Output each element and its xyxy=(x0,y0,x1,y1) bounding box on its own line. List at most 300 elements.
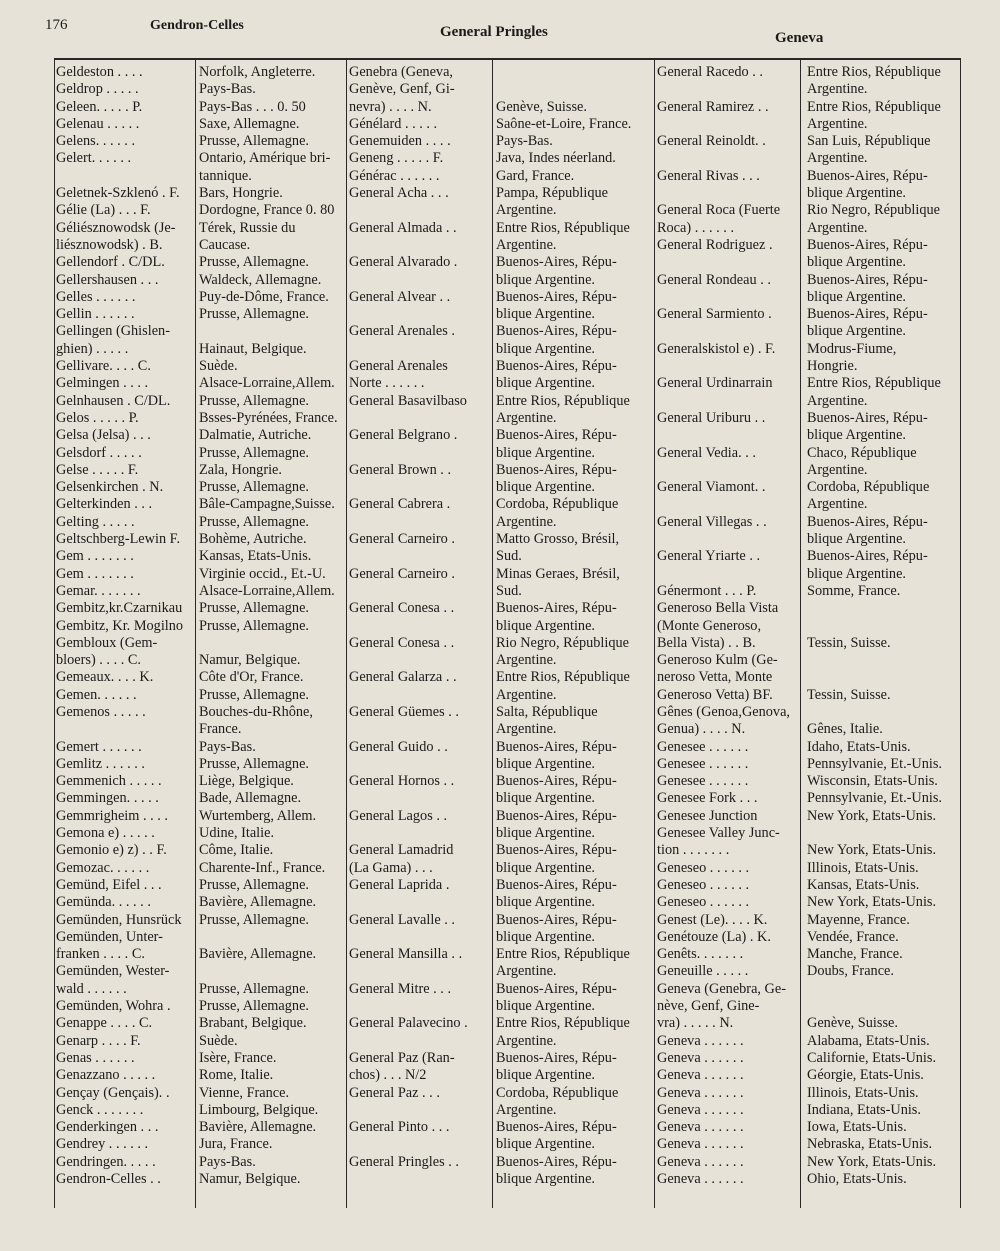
gazetteer-entry xyxy=(657,64,960,99)
place-name: Geneseo . . . . . . xyxy=(657,859,750,876)
place-name: Gemmenich . . . . . xyxy=(56,773,162,790)
place-location: Pampa, République Argentine. xyxy=(496,185,608,219)
place-name: Genesee Junction xyxy=(657,807,758,824)
place-name: General Conesa . . xyxy=(349,634,455,651)
place-location: Prusse, Allemagne. xyxy=(199,911,309,928)
gazetteer-entry xyxy=(657,946,960,963)
gazetteer-entry xyxy=(349,635,654,670)
place-name: Gemünda. . . . . . xyxy=(56,894,151,911)
gazetteer-entry xyxy=(56,1119,346,1136)
place-name: Gendrey . . . . . . xyxy=(56,1136,149,1153)
place-name: Genazzano . . . . . xyxy=(56,1067,156,1084)
place-name: Geneva . . . . . . xyxy=(657,1153,744,1170)
gazetteer-entry xyxy=(657,860,960,877)
place-name: Gemmingen. . . . . xyxy=(56,790,159,807)
gazetteer-entry xyxy=(657,825,960,860)
place-location: Buenos-Aires, Répu- blique Argentine. xyxy=(496,1049,617,1084)
place-name: Gem . . . . . . . xyxy=(56,565,134,582)
place-location: Minas Geraes, Brésil, Sud. xyxy=(496,565,620,599)
place-location: Norfolk, Angleterre. xyxy=(199,64,316,80)
gazetteer-entry xyxy=(349,877,654,912)
place-name: General Brown . . xyxy=(349,461,452,478)
place-location: Buenos-Aires, Répu- blique Argentine. xyxy=(496,1153,617,1187)
gazetteer-entry xyxy=(56,687,346,704)
gazetteer-entry xyxy=(349,168,654,185)
place-location: Iowa, Etats-Unis. xyxy=(807,1119,907,1136)
place-location: Mayenne, France. xyxy=(807,911,910,928)
place-location: Pays-Bas . . . 0. 50 xyxy=(199,98,306,115)
place-name: Gelnhausen . C/DL. xyxy=(56,392,171,409)
place-name: Gemeaux. . . . K. xyxy=(56,669,154,686)
place-location: Buenos-Aires, Répu- blique Argentine. xyxy=(807,167,928,202)
place-name: General Uriburu . . xyxy=(657,409,766,426)
place-location: Cordoba, République Argentine. xyxy=(496,496,619,530)
place-location: Jura, France. xyxy=(199,1136,273,1153)
gazetteer-entry xyxy=(657,912,960,929)
place-location: Illinois, Etats-Unis. xyxy=(807,1084,919,1101)
place-name: General Pinto . . . xyxy=(349,1119,450,1136)
place-name: General Lavalle . . xyxy=(349,911,455,928)
gazetteer-entry xyxy=(657,133,960,168)
gazetteer-entry xyxy=(657,981,960,1033)
place-name: General Reinoldt. . xyxy=(657,133,766,150)
gazetteer-entry xyxy=(657,548,960,583)
place-name: General Ramirez . . xyxy=(657,98,769,115)
place-location: New York, Etats-Unis. xyxy=(807,1153,937,1170)
place-name: General Racedo . . xyxy=(657,64,763,80)
place-name: General Almada . . xyxy=(349,219,457,236)
gazetteer-entry xyxy=(657,877,960,894)
gazetteer-entry xyxy=(657,1033,960,1050)
place-name: Geneva . . . . . . xyxy=(657,1067,744,1084)
gazetteer-entry xyxy=(56,808,346,825)
place-location: Buenos-Aires, Répu- blique Argentine. xyxy=(496,807,617,842)
left-running-head: Gendron-Celles xyxy=(150,18,244,33)
gazetteer-entry xyxy=(56,1171,346,1188)
place-name: Gemona e) . . . . . xyxy=(56,825,155,842)
gazetteer-entry xyxy=(56,254,346,271)
place-location: Prusse, Allemagne. xyxy=(199,617,309,634)
place-name: General Galarza . . xyxy=(349,669,457,686)
place-name: Gelens. . . . . . xyxy=(56,133,136,150)
gazetteer-entry xyxy=(349,912,654,947)
place-name: Geltschberg-Lewin F. xyxy=(56,531,181,548)
gazetteer-entry xyxy=(349,531,654,566)
place-location: Udine, Italie. xyxy=(199,825,275,842)
place-name: Gelsenkirchen . N. xyxy=(56,479,164,496)
column-rule xyxy=(346,58,347,1208)
gazetteer-entry xyxy=(349,842,654,877)
place-name: Génélard . . . . . xyxy=(349,115,438,132)
place-name: Générac . . . . . . xyxy=(349,167,440,184)
place-name: Gelsa (Jelsa) . . . xyxy=(56,427,151,444)
gazetteer-entry xyxy=(657,583,960,600)
gazetteer-entry xyxy=(349,220,654,255)
place-name: General Basavilbaso xyxy=(349,392,467,409)
place-name: Generoso Bella Vista (Monte Generoso, Bella Vista) . . B. xyxy=(657,600,779,651)
gazetteer-entry xyxy=(56,393,346,410)
gazetteer-entry xyxy=(349,358,654,393)
gazetteer-entry xyxy=(56,99,346,116)
gazetteer-entry xyxy=(349,566,654,601)
gazetteer-entry xyxy=(56,635,346,670)
place-name: Genesee . . . . . . xyxy=(657,755,749,772)
gazetteer-entry xyxy=(56,81,346,98)
gazetteer-entry xyxy=(56,514,346,531)
place-location: Buenos-Aires, Répu- blique Argentine. xyxy=(496,461,617,496)
place-location: Ontario, Amérique bri- tannique. xyxy=(199,150,331,184)
place-name: Gemünd, Eifel . . . xyxy=(56,876,162,893)
gazetteer-entry xyxy=(657,808,960,825)
place-location: Vendée, France. xyxy=(807,928,899,945)
gazetteer-entry xyxy=(56,1102,346,1119)
place-name: General Villegas . . xyxy=(657,513,767,530)
place-name: Geneva . . . . . . xyxy=(657,1101,744,1118)
place-name: General Arenales Norte . . . . . . xyxy=(349,358,448,392)
right-running-head: Geneva xyxy=(775,30,824,46)
place-name: Geneuille . . . . . xyxy=(657,963,749,980)
place-name: Génermont . . . P. xyxy=(657,582,757,599)
place-name: Generalskistol e) . F. xyxy=(657,340,776,357)
gazetteer-entry xyxy=(349,496,654,531)
place-location: Prusse, Allemagne. xyxy=(199,755,309,772)
place-location: Dordogne, France 0. 80 xyxy=(199,202,335,219)
place-name: Geneva . . . . . . xyxy=(657,1136,744,1153)
place-name: Gellendorf . C/DL. xyxy=(56,254,165,271)
place-location: Genève, Suisse. xyxy=(807,1015,898,1032)
gazetteer-entry xyxy=(657,410,960,445)
place-name: Gênes (Genoa,Genova, Genua) . . . . N. xyxy=(657,703,790,738)
place-name: General Hornos . . xyxy=(349,773,455,790)
gazetteer-entry xyxy=(657,1102,960,1119)
place-location: Prusse, Allemagne. xyxy=(199,686,309,703)
place-name: Gemen. . . . . . xyxy=(56,686,137,703)
gazetteer-entry xyxy=(349,185,654,220)
gazetteer-entry xyxy=(657,202,960,237)
place-location: Modrus-Fiume, Hongrie. xyxy=(807,340,897,375)
header-rule xyxy=(54,58,960,60)
gazetteer-entry xyxy=(349,254,654,289)
gazetteer-entry xyxy=(349,600,654,635)
place-location: Prusse, Allemagne. xyxy=(199,980,309,997)
place-location: Buenos-Aires, Répu- blique Argentine. xyxy=(496,876,617,911)
place-name: Gelert. . . . . . xyxy=(56,150,132,167)
place-location: Namur, Belgique. xyxy=(199,1171,301,1187)
place-location: San Luis, République Argentine. xyxy=(807,133,931,167)
gazetteer-entry xyxy=(657,1085,960,1102)
place-location: Buenos-Aires, Répu- blique Argentine. xyxy=(496,600,617,634)
place-location: Entre Rios, République Argentine. xyxy=(807,64,941,98)
place-name: Gembitz,kr.Czarnikau xyxy=(56,600,183,617)
place-location: Buenos-Aires, Répu- blique Argentine. xyxy=(496,254,617,288)
place-name: Gemünden, Hunsrück xyxy=(56,911,182,928)
gazetteer-entry xyxy=(349,739,654,774)
gazetteer-entry xyxy=(56,531,346,548)
place-name: Gemlitz . . . . . . xyxy=(56,755,145,772)
place-location: Entre Rios, République Argentine. xyxy=(496,219,630,253)
place-name: Gellingen (Ghislen- ghien) . . . . . xyxy=(56,323,170,357)
gazetteer-entry xyxy=(349,1050,654,1085)
gazetteer-entry xyxy=(349,150,654,167)
gazetteer-entry xyxy=(56,583,346,600)
place-location: Brabant, Belgique. xyxy=(199,1015,307,1032)
place-location: Idaho, Etats-Unis. xyxy=(807,738,911,755)
gazetteer-entry xyxy=(56,825,346,842)
place-name: General Carneiro . xyxy=(349,531,455,548)
gazetteer-entry xyxy=(56,1136,346,1153)
gazetteer-entry xyxy=(56,669,346,686)
place-name: General Laprida . xyxy=(349,876,450,893)
gazetteer-entry xyxy=(657,375,960,410)
gazetteer-entry xyxy=(349,773,654,808)
place-name: General Pringles . . xyxy=(349,1153,459,1170)
gazetteer-entry xyxy=(657,963,960,980)
place-location: Buenos-Aires, Répu- blique Argentine. xyxy=(496,288,617,323)
place-location: Kansas, Etats-Unis. xyxy=(807,876,920,893)
gazetteer-entry xyxy=(56,894,346,911)
place-location: Alsace-Lorraine,Allem. xyxy=(199,375,335,392)
place-name: General Guido . . xyxy=(349,738,448,755)
place-name: Geneva . . . . . . xyxy=(657,1049,744,1066)
place-location: Indiana, Etats-Unis. xyxy=(807,1101,921,1118)
gazetteer-entry xyxy=(657,1119,960,1136)
gazetteer-entry xyxy=(56,566,346,583)
gazetteer-entry xyxy=(56,289,346,306)
place-name: Gelsdorf . . . . . xyxy=(56,444,142,461)
place-name: Gem . . . . . . . xyxy=(56,548,134,565)
place-name: Gelmingen . . . . xyxy=(56,375,149,392)
place-location: Pennsylvanie, Et.-Unis. xyxy=(807,790,943,807)
place-location: Zala, Hongrie. xyxy=(199,461,282,478)
gazetteer-entry xyxy=(56,358,346,375)
place-location: Entre Rios, République Argentine. xyxy=(807,98,941,132)
place-name: General Lamadrid (La Gama) . . . xyxy=(349,842,454,876)
center-running-head: General Pringles xyxy=(440,24,548,40)
place-name: Gemert . . . . . . xyxy=(56,738,142,755)
place-name: Gellivare. . . . C. xyxy=(56,358,151,375)
place-name: Geneseo . . . . . . xyxy=(657,894,750,911)
gazetteer-entry xyxy=(657,773,960,790)
gazetteer-entry xyxy=(56,739,346,756)
gazetteer-entry xyxy=(349,1119,654,1154)
gazetteer-entry xyxy=(349,1085,654,1120)
place-name: Genesee . . . . . . xyxy=(657,738,749,755)
place-location: Buenos-Aires, Répu- blique Argentine. xyxy=(496,323,617,357)
place-location: Prusse, Allemagne. xyxy=(199,254,309,271)
gazetteer-entry xyxy=(657,1050,960,1067)
gazetteer-entry xyxy=(56,496,346,513)
gazetteer-entry xyxy=(657,600,960,652)
gazetteer-entry xyxy=(56,860,346,877)
place-location: New York, Etats-Unis. xyxy=(807,842,937,859)
place-name: General Alvarado . xyxy=(349,254,458,271)
place-location: Gênes, Italie. xyxy=(807,721,883,738)
place-location: Matto Grosso, Brésil, Sud. xyxy=(496,531,620,565)
place-location: Dalmatie, Autriche. xyxy=(199,427,312,444)
column-rule xyxy=(654,58,655,1208)
place-location: Bâle-Campagne,Suisse. xyxy=(199,496,335,513)
entries-column-2 xyxy=(349,64,654,1188)
place-name: General Rodriguez . xyxy=(657,236,773,253)
gazetteer-entry xyxy=(657,514,960,549)
place-location: Buenos-Aires, Répu- blique Argentine. xyxy=(807,513,928,548)
place-name: Geneseo . . . . . . xyxy=(657,876,750,893)
place-location: Suède. xyxy=(199,358,238,375)
place-location: Entre Rios, République Argentine. xyxy=(807,375,941,409)
place-location: Illinois, Etats-Unis. xyxy=(807,859,919,876)
place-location: Pays-Bas. xyxy=(496,133,553,150)
gazetteer-entry xyxy=(56,877,346,894)
place-location: Ohio, Etats-Unis. xyxy=(807,1171,907,1187)
place-location: Pays-Bas. xyxy=(199,1153,256,1170)
place-name: General Carneiro . xyxy=(349,565,455,582)
place-name: General Urdinarrain xyxy=(657,375,773,392)
place-name: Gelse . . . . . F. xyxy=(56,461,139,478)
place-name: Gembitz, Kr. Mogilno xyxy=(56,617,184,634)
gazetteer-entry xyxy=(657,1136,960,1153)
place-location: Limbourg, Belgique. xyxy=(199,1101,319,1118)
gazetteer-entry xyxy=(349,462,654,497)
place-location: Côme, Italie. xyxy=(199,842,274,859)
gazetteer-entry xyxy=(56,185,346,202)
place-location: Manche, France. xyxy=(807,946,903,963)
place-location: Waldeck, Allemagne. xyxy=(199,271,322,288)
place-location: Prusse, Allemagne. xyxy=(199,306,309,323)
place-location: Tessin, Suisse. xyxy=(807,686,891,703)
place-name: Geldrop . . . . . xyxy=(56,81,139,98)
gazetteer-entry xyxy=(349,289,654,324)
place-name: Gellin . . . . . . xyxy=(56,306,135,323)
place-name: Gemonio e) z) . . F. xyxy=(56,842,167,859)
place-location: Hainaut, Belgique. xyxy=(199,340,307,357)
gazetteer-entry xyxy=(56,462,346,479)
gazetteer-entry xyxy=(56,479,346,496)
place-location: Buenos-Aires, Répu- blique Argentine. xyxy=(807,271,928,305)
gazetteer-entry xyxy=(657,756,960,773)
gazetteer-entry xyxy=(56,306,346,323)
gazetteer-entry xyxy=(349,1154,654,1189)
place-name: General Vedia. . . xyxy=(657,444,756,461)
gazetteer-entry xyxy=(657,272,960,307)
gazetteer-entry xyxy=(349,981,654,1016)
gazetteer-entry xyxy=(657,739,960,756)
gazetteer-entry xyxy=(56,600,346,617)
gazetteer-entry xyxy=(56,202,346,219)
place-location: Gard, France. xyxy=(496,167,575,184)
place-name: General Lagos . . xyxy=(349,807,448,824)
place-location: Alabama, Etats-Unis. xyxy=(807,1032,930,1049)
place-name: Genderkingen . . . xyxy=(56,1119,159,1136)
place-location: Buenos-Aires, Répu- blique Argentine. xyxy=(496,773,617,807)
entries-column-3 xyxy=(657,64,960,1188)
place-location: Kansas, Etats-Unis. xyxy=(199,548,312,565)
gazetteer-entry xyxy=(56,116,346,133)
place-location: Buenos-Aires, Répu- blique Argentine. xyxy=(807,306,928,340)
place-name: Gélie (La) . . . F. xyxy=(56,202,151,219)
place-location: Pennsylvanie, Et.-Unis. xyxy=(807,755,943,772)
place-name: General Belgrano . xyxy=(349,427,458,444)
gazetteer-entry xyxy=(56,1085,346,1102)
place-name: General Arenales . xyxy=(349,323,455,340)
gazetteer-entry xyxy=(349,133,654,150)
place-name: Geneva . . . . . . xyxy=(657,1119,744,1136)
gazetteer-entry xyxy=(56,998,346,1015)
place-location: Buenos-Aires, Répu- blique Argentine. xyxy=(496,911,617,945)
place-name: Gemünden, Wester- wald . . . . . . xyxy=(56,963,170,997)
gazetteer-entry xyxy=(56,912,346,929)
place-name: Gelterkinden . . . xyxy=(56,496,153,513)
place-location: Virginie occid., Et.-U. xyxy=(199,565,326,582)
place-location: Prusse, Allemagne. xyxy=(199,998,309,1015)
place-name: Genappe . . . . C. xyxy=(56,1015,153,1032)
place-name: General Roca (Fuerte Roca) . . . . . . xyxy=(657,202,781,236)
place-name: General Güemes . . xyxy=(349,703,459,720)
place-name: Genesee Valley Junc- tion . . . . . . . xyxy=(657,825,780,859)
place-location: Entre Rios, République Argentine. xyxy=(496,946,630,980)
place-location: Cordoba, République Argentine. xyxy=(496,1084,619,1118)
gazetteer-entry xyxy=(56,272,346,289)
place-name: Gembloux (Gem- bloers) . . . . C. xyxy=(56,634,158,669)
place-name: Genêts. . . . . . . xyxy=(657,946,744,963)
place-name: Gemar. . . . . . . xyxy=(56,582,141,599)
gazetteer-entry xyxy=(56,1067,346,1084)
gazetteer-entry xyxy=(349,323,654,358)
page-number: 176 xyxy=(45,17,68,33)
place-location: Buenos-Aires, Répu- blique Argentine. xyxy=(496,1119,617,1153)
place-name: Gelos . . . . . P. xyxy=(56,409,139,426)
place-location: Prusse, Allemagne. xyxy=(199,600,309,617)
place-location: Saône-et-Loire, France. xyxy=(496,115,632,132)
gazetteer-entry xyxy=(657,894,960,911)
place-name: Genck . . . . . . . xyxy=(56,1101,144,1118)
gazetteer-entry xyxy=(56,220,346,255)
gazetteer-entry xyxy=(56,756,346,773)
column-rule xyxy=(54,58,55,1208)
gazetteer-entry xyxy=(56,445,346,462)
place-location: Buenos-Aires, Répu- blique Argentine. xyxy=(807,409,928,444)
gazetteer-entry xyxy=(56,410,346,427)
place-name: Gemozac. . . . . . xyxy=(56,859,150,876)
place-location: Cordoba, République Argentine. xyxy=(807,479,930,513)
gazetteer-entry xyxy=(56,323,346,358)
place-location: Wurtemberg, Allem. xyxy=(199,807,317,824)
gazetteer-entry xyxy=(657,704,960,739)
place-location: Bouches-du-Rhône, France. xyxy=(199,703,313,738)
place-location: Prusse, Allemagne. xyxy=(199,876,309,893)
gazetteer-entry xyxy=(657,306,960,341)
place-name: General Mitre . . . xyxy=(349,980,452,997)
place-location: Bade, Allemagne. xyxy=(199,790,302,807)
place-name: Geneva . . . . . . xyxy=(657,1084,744,1101)
place-location: Doubs, France. xyxy=(807,963,894,980)
gazetteer-entry xyxy=(349,704,654,739)
place-name: General Acha . . . xyxy=(349,185,449,202)
place-name: Géliésznowodsk (Je- liésznowodsk) . B. xyxy=(56,219,176,253)
gazetteer-entry xyxy=(657,445,960,480)
place-location: Liège, Belgique. xyxy=(199,773,294,790)
place-location: Rio Negro, République Argentine. xyxy=(496,634,630,669)
place-name: Genas . . . . . . xyxy=(56,1049,135,1066)
place-location: Côte d'Or, France. xyxy=(199,669,304,686)
place-location: Charente-Inf., France. xyxy=(199,859,326,876)
place-location: Nebraska, Etats-Unis. xyxy=(807,1136,933,1153)
gazetteer-entry xyxy=(56,618,346,635)
place-name: Geneva (Genebra, Ge- nève, Genf, Gine- vra) . . . . . N. xyxy=(657,980,786,1032)
gazetteer-entry xyxy=(657,168,960,203)
place-location: Rome, Italie. xyxy=(199,1067,274,1084)
place-location: Puy-de-Dôme, France. xyxy=(199,288,329,305)
place-location: Suède. xyxy=(199,1032,238,1049)
